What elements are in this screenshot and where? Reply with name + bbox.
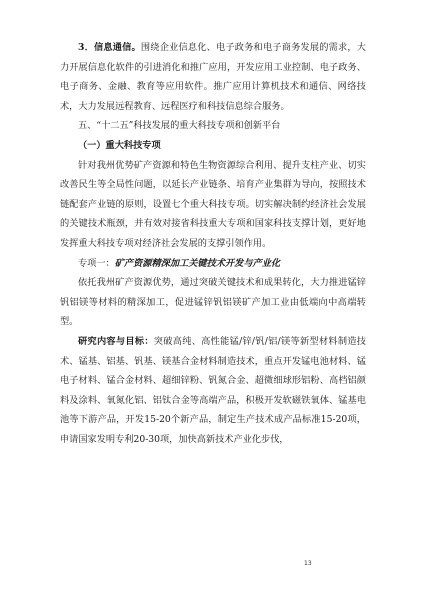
document-body	[60, 38, 366, 449]
goals-paragraph	[60, 332, 366, 450]
section-5-title: 五、“十二五”科技发展的重大科技专项和创新平台	[78, 120, 281, 132]
goals-text: 突破高纯、高性能锰/锌/钒/铝/镁等新型材料制造技术、锰基、铝基、钒基、镁基合金材料制造技术，重点开发锰电池材料、锰电子材料、锰合金材料、超细锌粉、钒氮合金、超微细球形铝粉、高档铝颜料及涂料、氧氮化铝、铝钛合金等高端产品，积极开发软磁铁氧体、锰基电池等下游产品，开发15-20个新产品，制定生产技术成产品标准15-20项，申请国家发明专利20-30项，加快高新技术产业化步伐，	[60, 335, 366, 445]
special-project-1-label: 专项一：	[78, 257, 115, 269]
special-project-1-heading	[60, 254, 366, 274]
section-3-text: 围绕企业信息化、电子政务和电子商务发展的需求，大力开展信息化软件的引进消化和推广应用，开发应用工业控制、电子政务、电子商务、金融、教育等应用软件。推广应用计算机技术和通信、网络技术，大力发展远程教育、远程医疗和科技信息综合服务。	[60, 42, 366, 112]
goals-heading: 研究内容与目标：	[78, 335, 154, 347]
intro-paragraph: 针对我州优势矿产资源和特色生物资源综合利用、提升支柱产业、切实改善民生等全局性问题，以延长产业链条、培育产业集群为导向，按照技术链配套产业链的原则，设置七个重大科技专项。切实解决制约经济社会发展的关键技术瓶颈，并有效对接省科技重大专项和国家科技支撑计划，更好地发挥重大科技专项对经济社会发展的支撑引领作用。	[60, 159, 366, 249]
section-3-heading: 3．信息通信。	[78, 42, 141, 53]
page-number: 13	[304, 560, 312, 567]
special-project-1-paragraph: 依托我州矿产资源优势，通过突破关键技术和成果转化，大力推进锰锌钒铝镁等材料的精深加工，促进锰锌钒铝镁矿产加工业由低端向中高端转型。	[60, 277, 366, 328]
special-project-1-title: 矿产资源精深加工关键技术开发与产业化	[114, 257, 281, 269]
subsection-1-title: （一）重大科技专项	[78, 139, 161, 151]
section-3-paragraph	[60, 38, 366, 116]
